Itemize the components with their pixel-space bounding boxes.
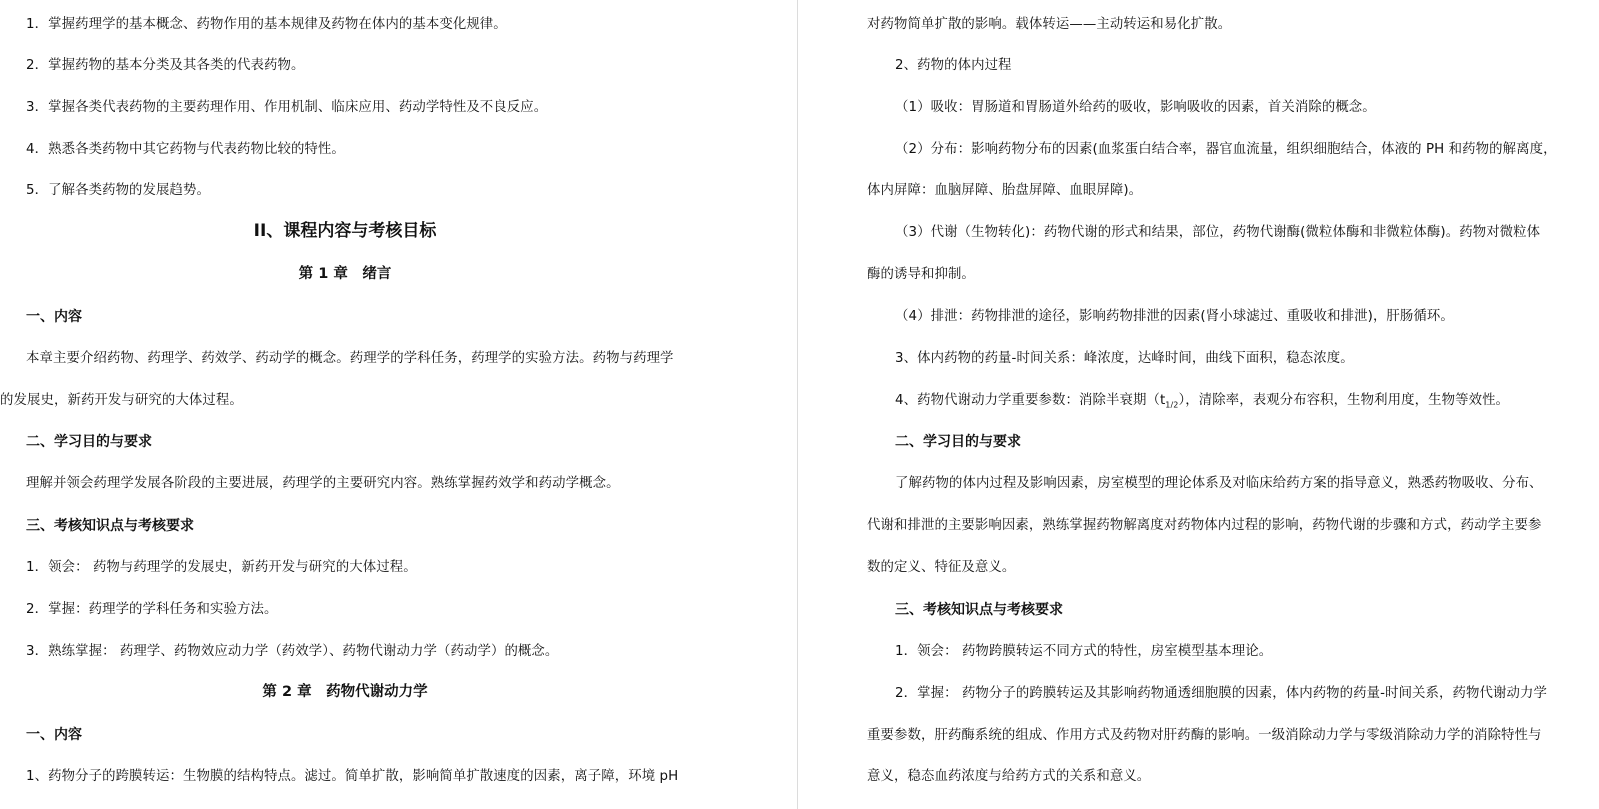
ch1-content-heading: 一、内容 xyxy=(26,309,82,325)
right-line-10-pre: 4、药物代谢动力学重要参数：消除半衰期（t xyxy=(895,393,1166,408)
ch1-content-line-2: 的发展史，新药开发与研究的大体过程。 xyxy=(0,393,243,408)
ch2-purpose-line-2: 代谢和排泄的主要影响因素，熟练掌握药物解离度对药物体内过程的影响，药物代谢的步骤和方式，药动学主要参 xyxy=(867,518,1542,533)
ch1-exam-heading: 三、考核知识点与考核要求 xyxy=(26,518,194,534)
ch1-purpose-text: 理解并领会药理学发展各阶段的主要进展，药理学的主要研究内容。熟练掌握药效学和药动学概念。 xyxy=(26,476,620,491)
ch1-content-line-1: 本章主要介绍药物、药理学、药效学、药动学的概念。药理学的学科任务，药理学的实验方法。药物与药理学 xyxy=(26,351,674,366)
ch2-exam-heading: 三、考核知识点与考核要求 xyxy=(895,602,1063,618)
right-line-5: 体内屏障：血脑屏障、胎盘屏障、血眼屏障)。 xyxy=(867,183,1143,198)
right-page xyxy=(798,0,1599,809)
objective-2: 2．掌握药物的基本分类及其各类的代表药物。 xyxy=(26,58,305,73)
objective-3: 3．掌握各类代表药物的主要药理作用、作用机制、临床应用、药动学特性及不良反应。 xyxy=(26,100,548,115)
half-life-subscript: 1/2 xyxy=(1165,400,1179,410)
right-line-3: （1）吸收：胃肠道和胃肠道外给药的吸收，影响吸收的因素，首关消除的概念。 xyxy=(895,100,1376,115)
ch2-exam-line-1: 1．领会： 药物跨膜转运不同方式的特性，房室模型基本理论。 xyxy=(895,644,1273,659)
objective-4: 4．熟悉各类药物中其它药物与代表药物比较的特性。 xyxy=(26,142,345,157)
ch2-purpose-line-3: 数的定义、特征及意义。 xyxy=(867,560,1016,575)
ch1-purpose-heading: 二、学习目的与要求 xyxy=(26,434,152,450)
right-line-7: 酶的诱导和抑制。 xyxy=(867,267,975,282)
objective-1: 1．掌握药理学的基本概念、药物作用的基本规律及药物在体内的基本变化规律。 xyxy=(26,17,507,32)
section-title: II、课程内容与考核目标 xyxy=(253,221,437,241)
left-page xyxy=(0,0,776,809)
right-line-2: 2、药物的体内过程 xyxy=(895,58,1012,73)
ch2-purpose-line-1: 了解药物的体内过程及影响因素，房室模型的理论体系及对临床给药方案的指导意义，熟悉药物吸收、分布、 xyxy=(895,476,1543,491)
ch1-exam-item-2: 2．掌握：药理学的学科任务和实验方法。 xyxy=(26,602,278,617)
ch1-exam-item-3: 3．熟练掌握： 药理学、药物效应动力学（药效学）、药物代谢动力学（药动学）的概念。 xyxy=(26,644,559,659)
ch2-exam-line-4: 意义，稳态血药浓度与给药方式的关系和意义。 xyxy=(867,769,1151,784)
right-line-10-post: ），清除率，表观分布容积，生物利用度，生物等效性。 xyxy=(1178,393,1510,408)
ch2-content-heading: 一、内容 xyxy=(26,727,82,743)
ch1-exam-item-1: 1．领会： 药物与药理学的发展史，新药开发与研究的大体过程。 xyxy=(26,560,417,575)
right-line-6: （3）代谢（生物转化)：药物代谢的形式和结果，部位，药物代谢酶(微粒体酶和非微粒体酶)。药物对微粒体 xyxy=(895,225,1541,240)
ch2-exam-line-3: 重要参数，肝药酶系统的组成、作用方式及药物对肝药酶的影响。一级消除动力学与零级消除动力学的消除特性与 xyxy=(867,728,1542,743)
ch2-purpose-heading: 二、学习目的与要求 xyxy=(895,434,1021,450)
right-line-8: （4）排泄：药物排泄的途径，影响药物排泄的因素(肾小球滤过、重吸收和排泄)，肝肠循环。 xyxy=(895,309,1454,324)
chapter-2-title: 第 2 章 药物代谢动力学 xyxy=(262,684,428,700)
objective-5: 5．了解各类药物的发展趋势。 xyxy=(26,183,210,198)
right-line-1: 对药物简单扩散的影响。载体转运——主动转运和易化扩散。 xyxy=(867,17,1232,32)
ch2-content-line-1: 1、药物分子的跨膜转运：生物膜的结构特点。滤过。简单扩散，影响简单扩散速度的因素，离子障，环境 pH xyxy=(26,769,679,784)
right-line-4: （2）分布：影响药物分布的因素(血浆蛋白结合率，器官血流量，组织细胞结合，体液的 PH 和药物的解离度， xyxy=(895,142,1557,157)
right-line-9: 3、体内药物的药量-时间关系：峰浓度，达峰时间，曲线下面积，稳态浓度。 xyxy=(895,351,1354,366)
ch2-exam-line-2: 2．掌握： 药物分子的跨膜转运及其影响药物通透细胞膜的因素，体内药物的药量-时间关系，药物代谢动力学 xyxy=(895,686,1547,701)
right-line-10 xyxy=(895,392,1509,415)
chapter-1-title: 第 1 章 绪言 xyxy=(298,266,392,282)
